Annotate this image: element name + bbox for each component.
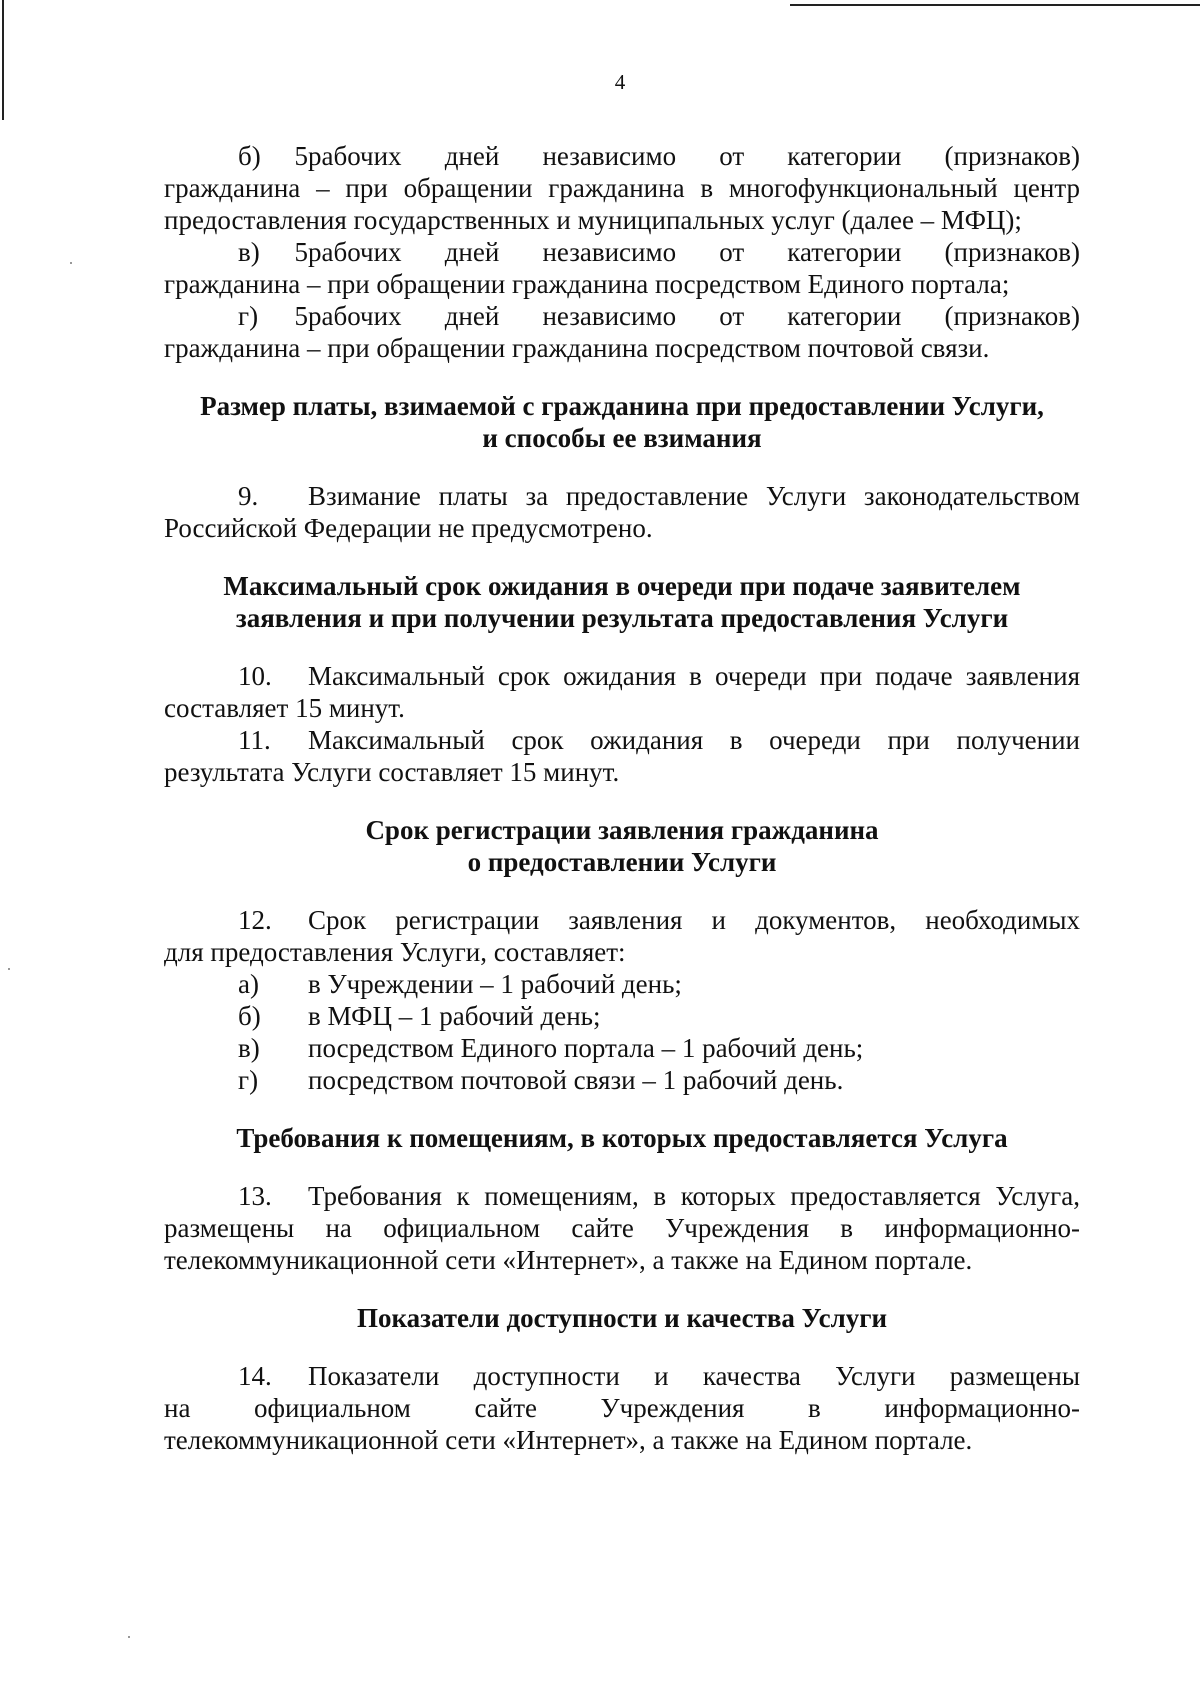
section-heading-fee — [164, 390, 1080, 454]
paragraph-text: Показатели доступности и качества Услуги размещены — [308, 1361, 1080, 1391]
scan-speck — [8, 968, 10, 970]
term-item — [164, 140, 1080, 236]
registration-terms-list — [164, 968, 1080, 1096]
term-item-marker: в) 5 — [238, 237, 308, 267]
paragraph-text: Требования к помещениям, в которых предоставляется Услуга, — [308, 1181, 1080, 1211]
list-item — [164, 1000, 1080, 1032]
paragraph-line — [164, 660, 1080, 692]
scan-speck — [128, 1636, 130, 1638]
paragraph-line — [164, 480, 1080, 512]
term-item-marker: г) 5 — [238, 301, 308, 331]
section-heading-accessibility — [164, 1302, 1080, 1334]
paragraph-line — [164, 724, 1080, 756]
term-item — [164, 236, 1080, 300]
paragraph-text: Максимальный срок ожидания в очереди при получении — [308, 725, 1080, 755]
paragraph-line: на официальном сайте Учреждения в информационно- — [164, 1393, 1080, 1423]
term-item-line — [164, 236, 1080, 268]
paragraph-line: размещены на официальном сайте Учреждения в информационно- — [164, 1213, 1080, 1243]
section-heading-line: Показатели доступности и качества Услуги — [356, 1303, 888, 1333]
section-heading-line: Размер платы, взимаемой с гражданина при предоставлении Услуги, — [200, 391, 1044, 421]
section-heading-line: Срок регистрации заявления гражданина — [365, 815, 879, 845]
scan-border-left — [2, 0, 4, 120]
list-item-text: в Учреждении – 1 рабочий день; — [308, 969, 682, 999]
paragraph-line — [164, 1180, 1080, 1212]
term-item-marker: б) 5 — [238, 141, 308, 171]
paragraph-11 — [164, 724, 1080, 788]
paragraph-line: Российской Федерации не предусмотрено. — [164, 513, 653, 543]
list-item — [164, 1032, 1080, 1064]
scan-speck — [70, 262, 72, 264]
paragraph-text: Максимальный срок ожидания в очереди при подаче заявления — [308, 661, 1080, 691]
section-heading-waiting — [164, 570, 1080, 634]
paragraph-line: результата Услуги составляет 15 минут. — [164, 757, 620, 787]
list-item — [164, 1064, 1080, 1096]
term-item-text: рабочих дней независимо от категории (признаков) — [308, 141, 1080, 171]
term-item-line: гражданина – при обращении гражданина посредством Единого портала; — [164, 269, 1010, 299]
document-body — [164, 140, 1080, 1456]
section-heading-line: и способы ее взимания — [482, 423, 762, 453]
paragraph-number: 12. — [238, 905, 272, 935]
paragraph-text: Взимание платы за предоставление Услуги законодательством — [308, 481, 1080, 511]
section-heading-premises — [164, 1122, 1080, 1154]
section-heading-line: Максимальный срок ожидания в очереди при подаче заявителем — [223, 571, 1021, 601]
page-number: 4 — [614, 70, 626, 94]
paragraph-12 — [164, 904, 1080, 968]
section-heading-registration — [164, 814, 1080, 878]
paragraph-line: телекоммуникационной сети «Интернет», а также на Едином портале. — [164, 1425, 973, 1455]
section-heading-line: Требования к помещениям, в которых предоставляется Услуга — [236, 1123, 1008, 1153]
paragraph-13 — [164, 1180, 1080, 1276]
term-item-text: рабочих дней независимо от категории (признаков) — [308, 301, 1080, 331]
term-item-text: рабочих дней независимо от категории (признаков) — [308, 237, 1080, 267]
paragraph-line — [164, 1360, 1080, 1392]
term-item-line — [164, 300, 1080, 332]
list-item-marker: г) — [238, 1065, 259, 1095]
paragraph-14 — [164, 1360, 1080, 1456]
list-item — [164, 968, 1080, 1000]
paragraph-line: для предоставления Услуги, составляет: — [164, 937, 626, 967]
list-item-marker: б) — [238, 1001, 261, 1031]
list-item-text: посредством почтовой связи – 1 рабочий день. — [308, 1065, 844, 1095]
list-item-text: посредством Единого портала – 1 рабочий день; — [308, 1033, 864, 1063]
term-item-line: предоставления государственных и муниципальных услуг (далее – МФЦ); — [164, 205, 1022, 235]
paragraph-9 — [164, 480, 1080, 544]
scan-border-top — [790, 4, 1200, 6]
paragraph-line — [164, 904, 1080, 936]
paragraph-number: 10. — [238, 661, 272, 691]
paragraph-line: телекоммуникационной сети «Интернет», а также на Едином портале. — [164, 1245, 973, 1275]
paragraph-line: составляет 15 минут. — [164, 693, 405, 723]
paragraph-number: 9. — [238, 481, 259, 511]
section-heading-line: о предоставлении Услуги — [467, 847, 777, 877]
paragraph-text: Срок регистрации заявления и документов, необходимых — [308, 905, 1080, 935]
paragraph-number: 14. — [238, 1361, 272, 1391]
paragraph-10 — [164, 660, 1080, 724]
section-heading-line: заявления и при получении результата предоставления Услуги — [235, 603, 1009, 633]
paragraph-number: 11. — [238, 725, 271, 755]
list-item-marker: а) — [238, 969, 259, 999]
term-item-line: гражданина – при обращении гражданина в многофункциональный центр — [164, 173, 1080, 203]
term-item-line: гражданина – при обращении гражданина посредством почтовой связи. — [164, 333, 990, 363]
list-item-text: в МФЦ – 1 рабочий день; — [308, 1001, 601, 1031]
paragraph-number: 13. — [238, 1181, 272, 1211]
list-item-marker: в) — [238, 1033, 260, 1063]
term-item-line — [164, 140, 1080, 172]
term-item — [164, 300, 1080, 364]
